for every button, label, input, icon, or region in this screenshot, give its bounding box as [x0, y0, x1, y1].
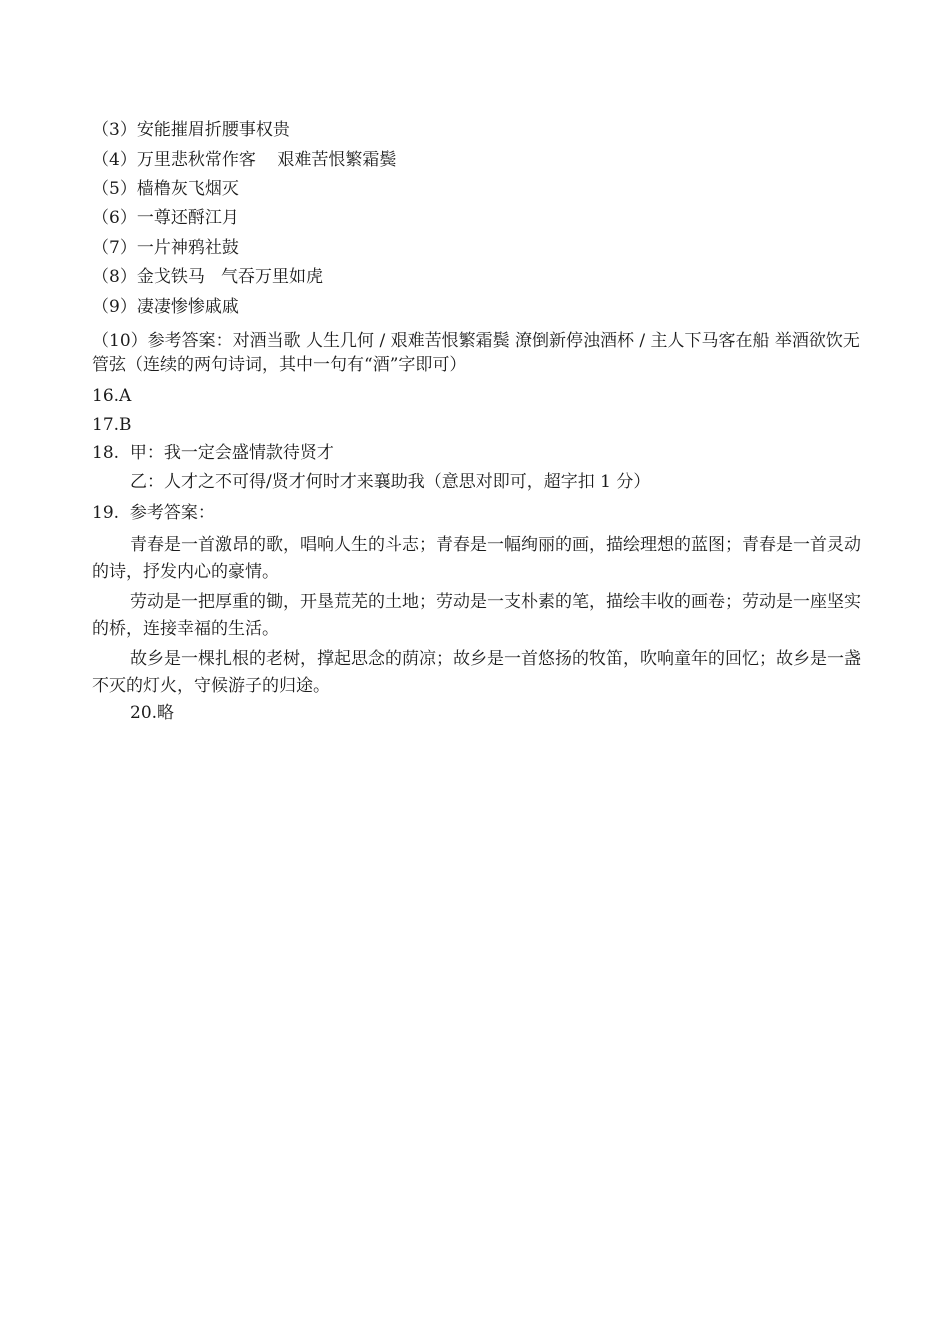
answer-19-paragraph-youth: 青春是一首激昂的歌，唱响人生的斗志；青春是一幅绚丽的画，描绘理想的蓝图；青春是一首灵动的诗，抒发内心的豪情。	[92, 535, 861, 582]
answer-4: （4）万里悲秋常作客 艰难苦恨繁霜鬓	[92, 150, 397, 170]
answer-3: （3）安能摧眉折腰事权贵	[92, 120, 290, 140]
answer-16: 16.A	[92, 386, 132, 406]
answer-18-b: 乙：人才之不可得/贤才何时才来襄助我（意思对即可，超字扣 1 分）	[130, 472, 651, 492]
answer-19-paragraph-hometown: 故乡是一棵扎根的老树，撑起思念的荫凉；故乡是一首悠扬的牧笛，吹响童年的回忆；故乡是一盏不灭的灯火，守候游子的归途。	[92, 649, 861, 696]
answer-9: （9）凄凄惨惨戚戚	[92, 297, 239, 317]
answer-18-a: 18. 甲：我一定会盛情款待贤才	[92, 443, 334, 463]
answer-20: 20.略	[130, 703, 175, 723]
answer-6: （6）一尊还酹江月	[92, 208, 239, 228]
answer-17: 17.B	[92, 415, 132, 435]
answer-10: （10）参考答案：对酒当歌 人生几何 / 艰难苦恨繁霜鬓 潦倒新停浊酒杯 / 主人下马客在船 举酒欲饮无管弦（连续的两句诗词，其中一句有“酒”字即可）	[92, 331, 860, 375]
answer-8: （8）金戈铁马 气吞万里如虎	[92, 267, 324, 287]
answer-19-paragraph-labor: 劳动是一把厚重的锄，开垦荒芜的土地；劳动是一支朴素的笔，描绘丰收的画卷；劳动是一座坚实的桥，连接幸福的生活。	[92, 592, 861, 639]
answer-7: （7）一片神鸦社鼓	[92, 238, 239, 258]
answer-19-heading: 19. 参考答案：	[92, 503, 215, 523]
answer-5: （5）樯橹灰飞烟灭	[92, 179, 239, 199]
